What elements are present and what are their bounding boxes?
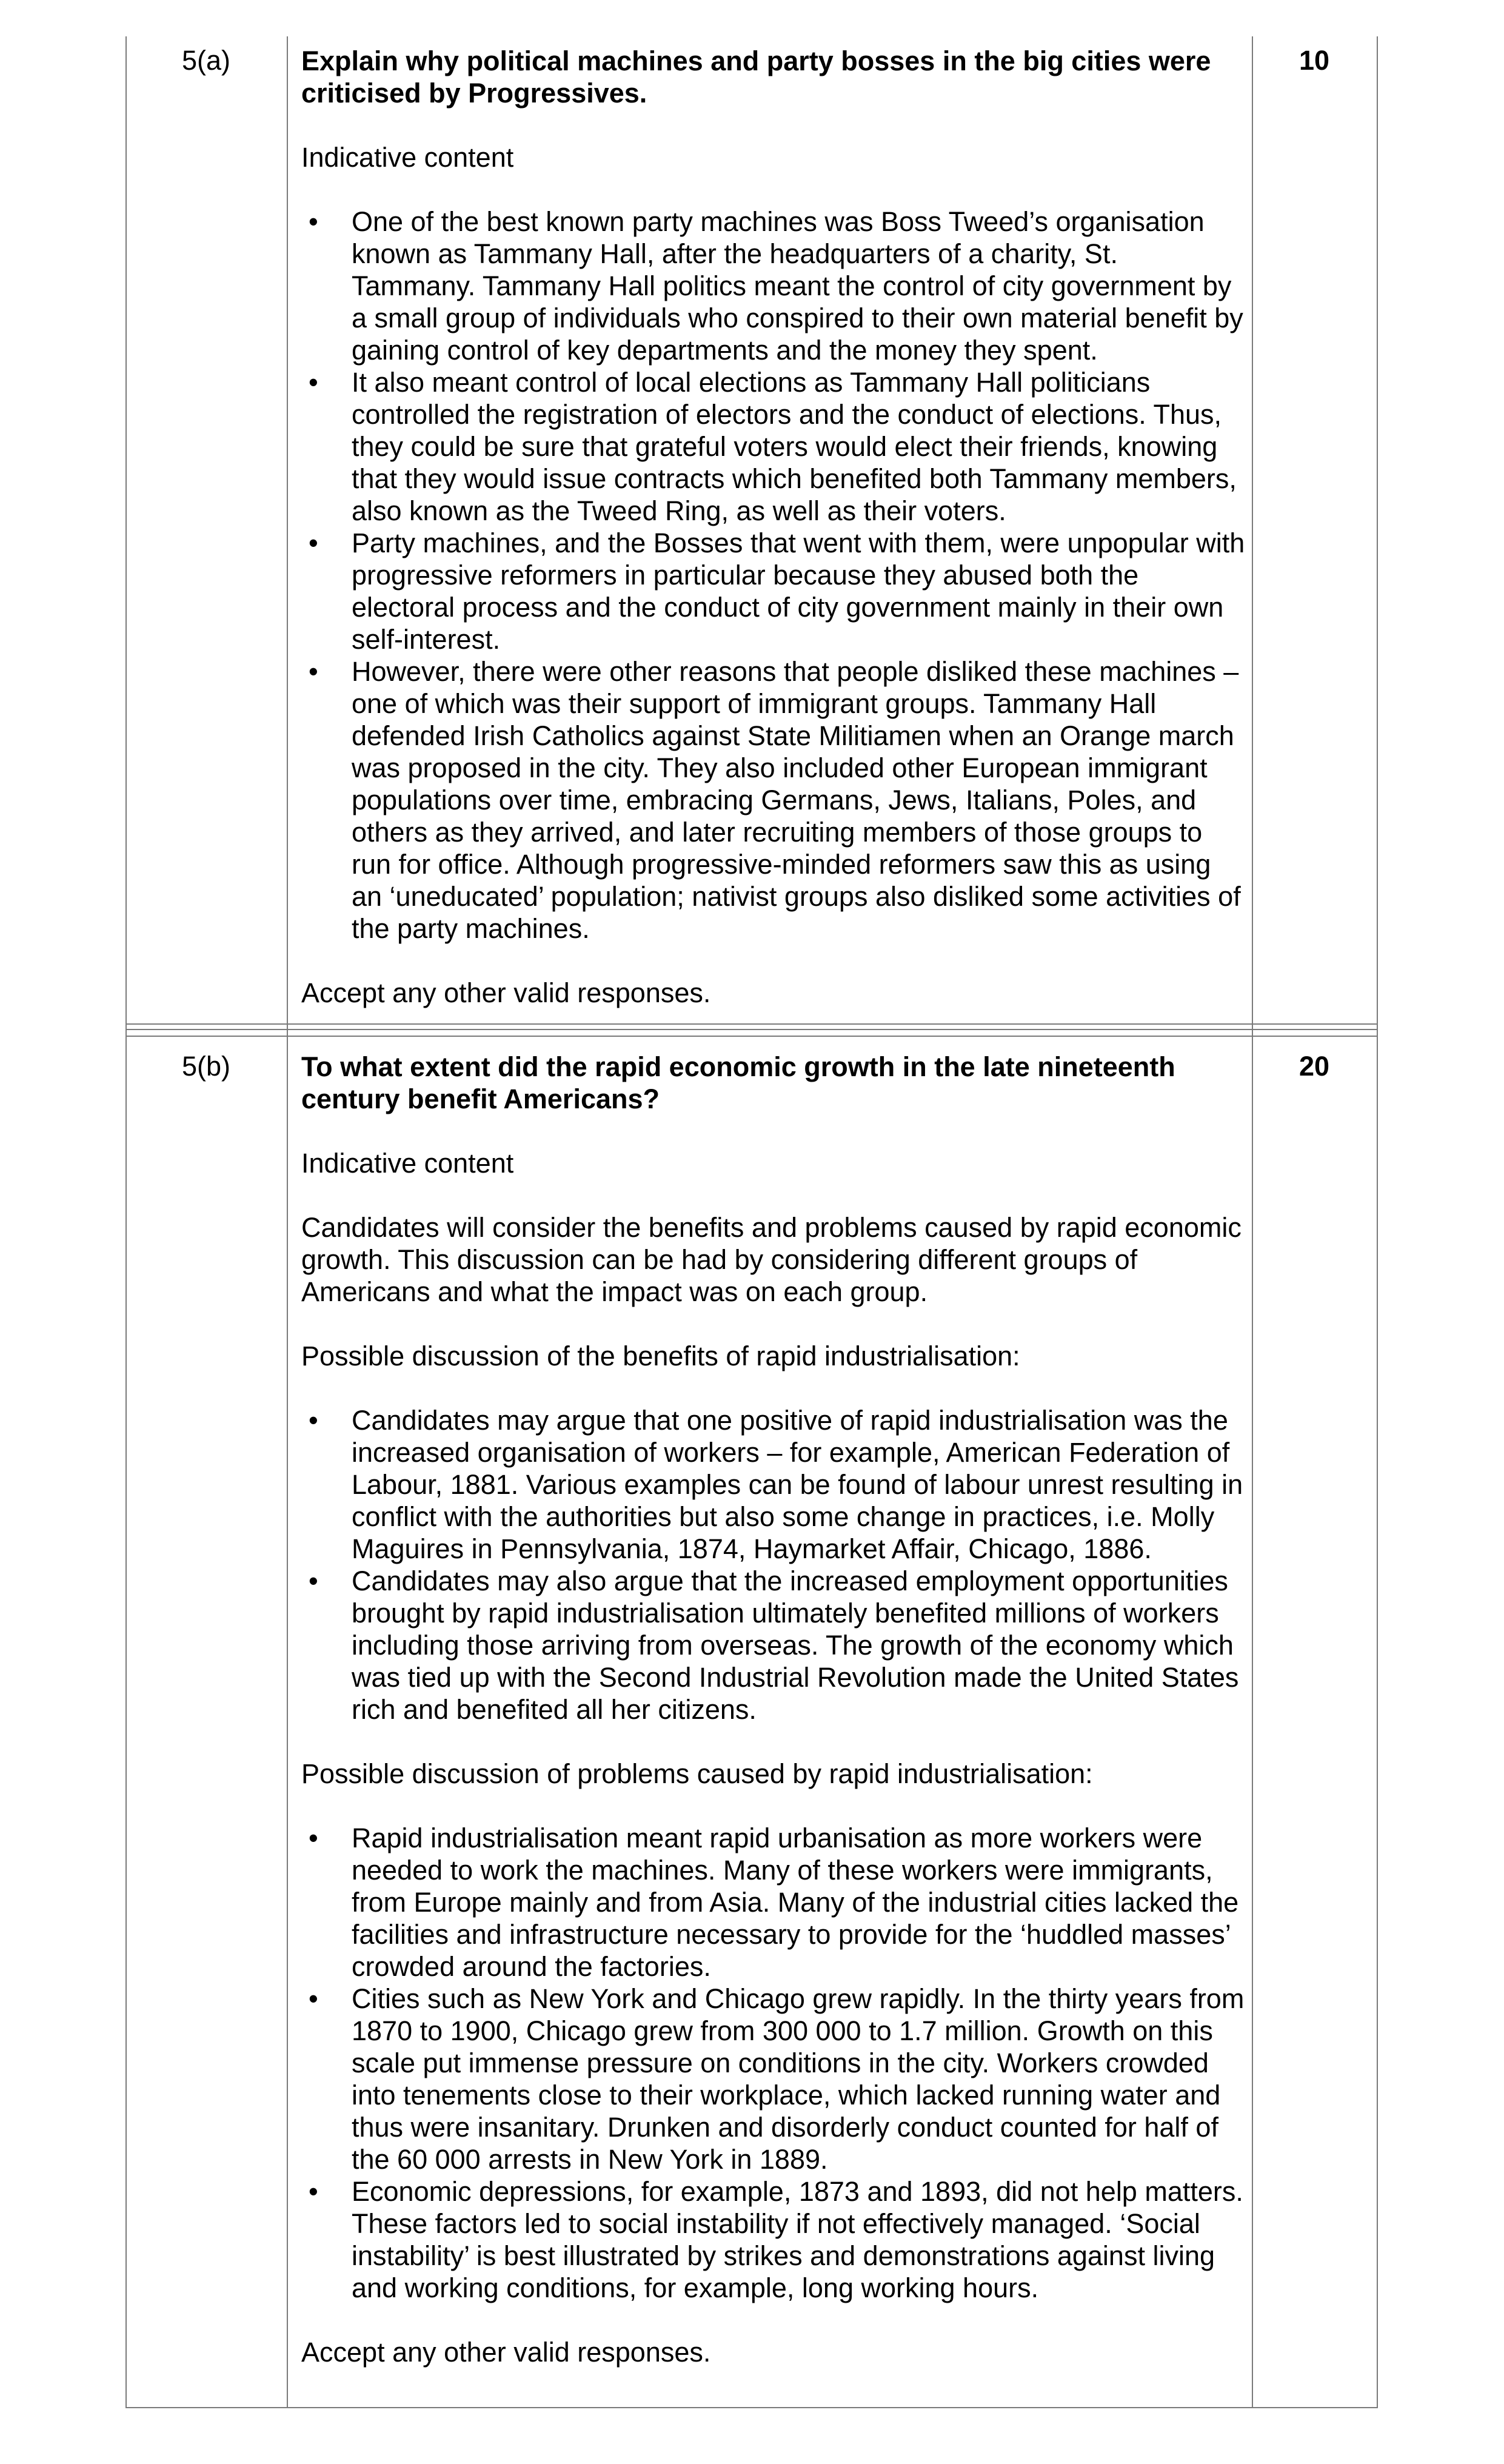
closing-note-5b: Accept any other valid responses. bbox=[301, 2337, 711, 2368]
question-number-5a: 5(a) bbox=[181, 45, 231, 76]
answer-cell-5b bbox=[301, 1051, 1247, 2368]
bullet-list-5a bbox=[301, 206, 1247, 945]
list-item: • One of the best known party machines was Boss Tweed’s organisation known as Tammany Hall, after the headquarters of a charity, St. Tammany. Tammany Hall politics meant the control of city government by a small group of individuals who conspired to their own material benefit by gaining control of key departments and the money they spent. bbox=[301, 206, 1247, 366]
list-item: • However, there were other reasons that people disliked these machines – one of which was their support of immigrant groups. Tammany Hall defended Irish Catholics against State Militiamen when an Orange march was proposed in the city. They also included other European immigrant populations over time, embracing Germans, Jews, Italians, Poles, and others as they arrived, and later recruiting members of those groups to run for office. Although progressive-minded reformers saw this as using an ‘uneducated’ population; nativist groups also disliked some activities of the party machines. bbox=[301, 655, 1247, 945]
problems-heading: Possible discussion of problems caused by rapid industrialisation: bbox=[301, 1758, 1093, 1789]
indicative-heading-5a: Indicative content bbox=[301, 142, 514, 173]
row-separator-top bbox=[125, 1023, 1378, 1025]
benefits-list bbox=[301, 1404, 1247, 1726]
question-title-5a: Explain why political machines and party bosses in the big cities were criticised by Progressives. bbox=[301, 45, 1211, 109]
benefits-heading: Possible discussion of the benefits of rapid industrialisation: bbox=[301, 1341, 1020, 1371]
row-separator-mid bbox=[125, 1029, 1378, 1030]
list-item: • Rapid industrialisation meant rapid urbanisation as more workers were needed to work the machines. Many of these workers were immigrants, from Europe mainly and from Asia. Many of the industrial cities lacked the facilities and infrastructure necessary to provide for the ‘huddled masses’ crowded around the factories. bbox=[301, 1822, 1247, 1983]
indicative-heading-5b: Indicative content bbox=[301, 1148, 514, 1179]
list-item: • It also meant control of local elections as Tammany Hall politicians controlled the registration of electors and the conduct of elections. Thus, they could be sure that grateful voters would elect their friends, knowing that they would issue contracts which benefited both Tammany members, also known as the Tweed Ring, as well as their voters. bbox=[301, 366, 1247, 527]
list-item: • Cities such as New York and Chicago grew rapidly. In the thirty years from 1870 to 1900, Chicago grew from 300 000 to 1.7 million. Growth on this scale put immense pressure on conditions in the city. Workers crowded into tenements close to their workplace, which lacked running water and thus were insanitary. Drunken and disorderly conduct counted for half of the 60 000 arrests in New York in 1889. bbox=[301, 1983, 1247, 2175]
marks-5a: 10 bbox=[1298, 45, 1330, 76]
table-border-right bbox=[1377, 36, 1378, 2408]
closing-note-5a: Accept any other valid responses. bbox=[301, 977, 711, 1008]
problems-list bbox=[301, 1822, 1247, 2304]
table-divider-number bbox=[287, 36, 288, 2408]
table-divider-marks bbox=[1252, 36, 1253, 2408]
row-separator-bottom bbox=[125, 1036, 1378, 1037]
intro-paragraph-5b: Candidates will consider the benefits and problems caused by rapid economic growth. This discussion can be had by considering different groups of Americans and what the impact was on each group. bbox=[301, 1212, 1242, 1307]
list-item: • Candidates may also argue that the increased employment opportunities brought by rapid industrialisation ultimately benefited millions of workers including those arriving from overseas. The growth of the economy which was tied up with the Second Industrial Revolution made the United States rich and benefited all her citizens. bbox=[301, 1565, 1247, 1726]
question-title-5b: To what extent did the rapid economic growth in the late nineteenth century benefit Americans? bbox=[301, 1051, 1175, 1114]
table-border-bottom bbox=[125, 2407, 1378, 2408]
list-item: • Candidates may argue that one positive of rapid industrialisation was the increased organisation of workers – for example, American Federation of Labour, 1881. Various examples can be found of labour unrest resulting in conflict with the authorities but also some change in practices, i.e. Molly Maguires in Pennsylvania, 1874, Haymarket Affair, Chicago, 1886. bbox=[301, 1404, 1247, 1565]
question-number-5b: 5(b) bbox=[181, 1051, 231, 1082]
answer-cell-5a bbox=[301, 45, 1247, 1009]
list-item: • Party machines, and the Bosses that went with them, were unpopular with progressive reformers in particular because they abused both the electoral process and the conduct of city government mainly in their own self-interest. bbox=[301, 527, 1247, 655]
list-item: • Economic depressions, for example, 1873 and 1893, did not help matters. These factors led to social instability if not effectively managed. ‘Social instability’ is best illustrated by strikes and demonstrations against living and working conditions, for example, long working hours. bbox=[301, 2175, 1247, 2304]
table-border-left bbox=[125, 36, 127, 2408]
marks-5b: 20 bbox=[1298, 1051, 1330, 1082]
